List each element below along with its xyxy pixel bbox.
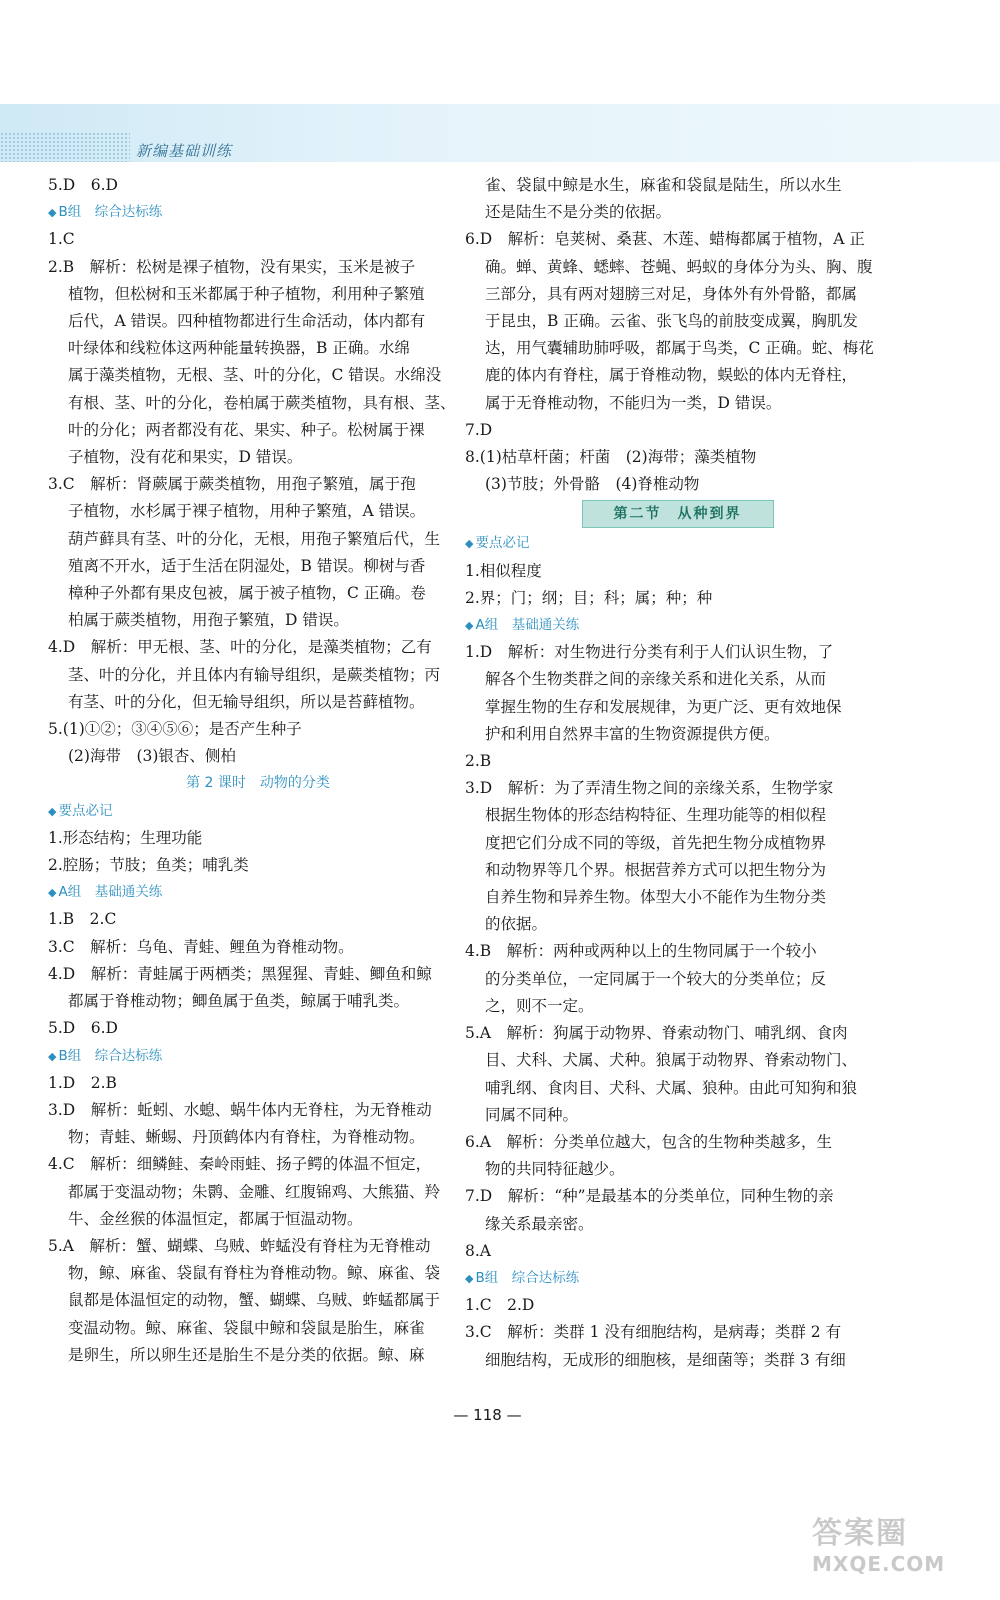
header-dot-pattern xyxy=(0,132,130,162)
answer-line: 根据生物体的形态结构特征、生理功能等的相似程 xyxy=(485,806,827,825)
answer-line: 后代，A 错误。四种植物都进行生命活动，体内都有 xyxy=(68,312,426,331)
answer-line: 解各个生物类群之间的亲缘关系和进化关系，从而 xyxy=(485,670,827,689)
answer-line: 5.D 6.D xyxy=(48,176,118,194)
answer-line: 都属于变温动物；朱鹮、金雕、红腹锦鸡、大熊猫、羚 xyxy=(68,1182,441,1201)
answer-line: 自养生物和异养生物。体型大小不能作为生物分类 xyxy=(485,888,827,907)
diamond-bullet-icon: ◆ xyxy=(465,619,474,633)
group-heading xyxy=(465,530,890,557)
answer-line: 目、犬科、犬属、犬种。狼属于动物界、脊索动物门、 xyxy=(485,1051,858,1070)
group-heading xyxy=(465,612,890,639)
answer-line: 2.腔肠；节肢；鱼类；哺乳类 xyxy=(48,856,249,875)
answer-line: 叶的分化；两者都没有花、果实、种子。松树属于裸 xyxy=(68,420,425,439)
answer-line: 物；青蛙、蜥蜴、丹顶鹤体内有脊柱，为脊椎动物。 xyxy=(68,1128,425,1147)
answer-line: 5.A 解析：狗属于动物界、脊索动物门、哺乳纲、食肉 xyxy=(465,1024,848,1043)
answer-line: 同属不同种。 xyxy=(485,1105,579,1124)
answer-line: 确。蝉、黄蜂、蟋蟀、苍蝇、蚂蚁的身体分为头、胸、腹 xyxy=(485,257,873,276)
diamond-bullet-icon: ◆ xyxy=(465,1271,474,1285)
group-heading-text: A组 基础通关练 xyxy=(475,617,580,634)
answer-line: 4.C 解析：细鳞鲑、秦岭雨蛙、扬子鳄的体温不恒定， xyxy=(48,1155,432,1174)
answer-line: 都属于脊椎动物；鲫鱼属于鱼类，鲸属于哺乳类。 xyxy=(68,992,410,1011)
answer-line: 是卵生，所以卵生还是胎生不是分类的依据。鲸、麻 xyxy=(68,1345,425,1364)
diamond-bullet-icon: ◆ xyxy=(48,804,57,818)
group-heading xyxy=(465,1265,890,1292)
answer-line: 达，用气囊辅助肺呼吸，都属于鸟类，C 正确。蛇、梅花 xyxy=(485,339,874,358)
answer-line: 1.C 2.D xyxy=(465,1296,535,1315)
right-column xyxy=(465,172,890,1374)
answer-line: 的分类单位，一定同属于一个较大的分类单位；反 xyxy=(485,969,827,988)
group-heading-text: A组 基础通关练 xyxy=(58,884,163,901)
answer-line: 1.C xyxy=(48,230,75,249)
answer-line: (3)节肢；外骨骼 (4)脊椎动物 xyxy=(485,475,700,494)
answer-line: 属于无脊椎动物，不能归为一类，D 错误。 xyxy=(485,393,782,412)
answer-line: 的依据。 xyxy=(485,915,548,934)
answer-line: 雀、袋鼠中鲸是水生，麻雀和袋鼠是陆生，所以水生 xyxy=(485,176,842,194)
answer-line: 6.A 解析：分类单位越大，包含的生物种类越多，生 xyxy=(465,1132,832,1151)
answer-line: 4.D 解析：青蛙属于两栖类；黑猩猩、青蛙、鲫鱼和鲸 xyxy=(48,964,432,983)
section-title-banner: 第二节 从种到界 xyxy=(582,500,774,528)
group-heading xyxy=(48,199,468,226)
answer-line: 鼠都是体温恒定的动物，蟹、蝴蝶、乌贼、蚱蜢都属于 xyxy=(68,1291,441,1310)
group-heading-text: B组 综合达标练 xyxy=(475,1269,580,1286)
answer-line: 7.D xyxy=(465,420,493,439)
diamond-bullet-icon: ◆ xyxy=(48,1049,57,1063)
answer-line: 有茎、叶的分化，但无输导组织，所以是苔藓植物。 xyxy=(68,692,425,711)
group-heading xyxy=(48,798,468,825)
answer-line: 物，鲸、麻雀、袋鼠有脊柱为脊椎动物。鲸、麻雀、袋 xyxy=(68,1264,441,1283)
answer-line: 6.D 解析：皂荚树、桑葚、木莲、蜡梅都属于植物，A 正 xyxy=(465,230,865,249)
answer-line: 度把它们分成不同的等级，首先把生物分成植物界 xyxy=(485,833,827,852)
answer-line: 缘关系最亲密。 xyxy=(485,1214,594,1233)
answer-line: 哺乳纲、食肉目、犬科、犬属、狼种。由此可知狗和狼 xyxy=(485,1078,858,1097)
answer-line: 属于藻类植物，无根、茎、叶的分化，C 错误。水绵没 xyxy=(68,366,442,385)
answer-line: 5.A 解析：蟹、蝴蝶、乌贼、蚱蜢没有脊柱为无脊椎动 xyxy=(48,1236,431,1255)
answer-line: 三部分，具有两对翅膀三对足，身体外有外骨骼，都属 xyxy=(485,284,858,303)
answer-line: 葫芦藓具有茎、叶的分化，无根，用孢子繁殖后代，生 xyxy=(68,529,441,548)
answer-line: 2.B xyxy=(465,752,492,771)
answer-line: 1.相似程度 xyxy=(465,561,542,580)
answer-line: (2)海带 (3)银杏、侧柏 xyxy=(68,747,236,766)
answer-line: 护和利用自然界丰富的生物资源提供方便。 xyxy=(485,724,780,743)
group-heading xyxy=(48,879,468,906)
diamond-bullet-icon: ◆ xyxy=(48,206,57,220)
answer-line: 8.A xyxy=(465,1241,491,1260)
answer-line: 物的共同特征越少。 xyxy=(485,1160,625,1179)
group-heading-text: B组 综合达标练 xyxy=(58,204,163,221)
answer-line: 和动物界等几个界。根据营养方式可以把生物分为 xyxy=(485,860,827,879)
answer-line: 子植物，水杉属于裸子植物，用种子繁殖，A 错误。 xyxy=(68,502,426,521)
answer-line: 子植物，没有花和果实，D 错误。 xyxy=(68,448,303,467)
answer-line: 樟种子外都有果皮包被，属于被子植物，C 正确。卷 xyxy=(68,584,426,603)
answer-line: 4.D 解析：甲无根、茎、叶的分化，是藻类植物；乙有 xyxy=(48,638,432,657)
answer-line: 3.C 解析：类群 1 没有细胞结构，是病毒；类群 2 有 xyxy=(465,1323,842,1342)
answer-line: 3.D 解析：蚯蚓、水螅、蜗牛体内无脊柱，为无脊椎动 xyxy=(48,1100,432,1119)
answer-line: 1.D 2.B xyxy=(48,1073,117,1092)
answer-line: 鹿的体内有脊柱，属于脊椎动物，蜈蚣的体内无脊柱， xyxy=(485,366,858,385)
answer-line: 掌握生物的生存和发展规律，为更广泛、更有效地保 xyxy=(485,697,842,716)
site-watermark xyxy=(812,1508,982,1592)
answer-line: 5.(1)①②；③④⑤⑥；是否产生种子 xyxy=(48,720,302,739)
answer-line: 于昆虫，B 正确。云雀、张飞鸟的前肢变成翼，胸肌发 xyxy=(485,312,858,331)
group-heading xyxy=(48,1043,468,1070)
group-heading-text: 要点必记 xyxy=(475,535,530,552)
answer-line: 柏属于蕨类植物，用孢子繁殖，D 错误。 xyxy=(68,611,349,630)
answer-line: 3.C 解析：乌龟、青蛙、鲤鱼为脊椎动物。 xyxy=(48,937,354,956)
page-number: — 118 — xyxy=(453,1406,522,1424)
group-heading-text: B组 综合达标练 xyxy=(58,1047,163,1064)
diamond-bullet-icon: ◆ xyxy=(48,886,57,900)
running-header-title: 新编基础训练 xyxy=(136,142,233,160)
answer-line: 植物，但松树和玉米都属于种子植物，利用种子繁殖 xyxy=(68,284,425,303)
answer-line: 1.形态结构；生理功能 xyxy=(48,828,203,847)
answer-line: 1.D 解析：对生物进行分类有利于人们认识生物，了 xyxy=(465,643,834,662)
answer-line: 2.界；门；纲；目；科；属；种；种 xyxy=(465,588,713,607)
answer-line: 还是陆生不是分类的依据。 xyxy=(485,203,672,222)
diamond-bullet-icon: ◆ xyxy=(465,537,474,551)
answer-line: 变温动物。鲸、麻雀、袋鼠中鲸和袋鼠是胎生，麻雀 xyxy=(68,1318,425,1337)
answer-line: 细胞结构，无成形的细胞核，是细菌等；类群 3 有细 xyxy=(485,1350,846,1369)
answer-line: 叶绿体和线粒体这两种能量转换器，B 正确。水绵 xyxy=(68,339,410,358)
lesson-title: 第 2 课时 动物的分类 xyxy=(186,775,330,792)
answer-line: 3.D 解析：为了弄清生物之间的亲缘关系，生物学家 xyxy=(465,779,834,798)
answer-line: 3.C 解析：肾蕨属于蕨类植物，用孢子繁殖，属于孢 xyxy=(48,475,416,494)
answer-line: 5.D 6.D xyxy=(48,1019,118,1038)
watermark-top: 答案圈 xyxy=(812,1516,908,1551)
answer-line: 7.D 解析：“种”是最基本的分类单位，同种生物的亲 xyxy=(465,1187,834,1206)
left-column xyxy=(48,172,468,1369)
answer-line: 2.B 解析：松树是裸子植物，没有果实，玉米是被子 xyxy=(48,257,416,276)
answer-line: 4.B 解析：两种或两种以上的生物同属于一个较小 xyxy=(465,942,817,961)
answer-line: 有根、茎、叶的分化，卷柏属于蕨类植物，具有根、茎、 xyxy=(68,393,456,412)
answer-line: 茎、叶的分化，并且体内有输导组织，是蕨类植物；丙 xyxy=(68,665,441,684)
answer-line: 之，则不一定。 xyxy=(485,996,594,1015)
answer-line: 殖离不开水，适于生活在阴湿处，B 错误。柳树与香 xyxy=(68,556,426,575)
answer-line: 1.B 2.C xyxy=(48,910,117,929)
group-heading-text: 要点必记 xyxy=(58,802,113,819)
watermark-bottom: MXQE.COM xyxy=(812,1552,946,1576)
answer-line: 牛、金丝猴的体温恒定，都属于恒温动物。 xyxy=(68,1209,363,1228)
answer-line: 8.(1)枯草杆菌；杆菌 (2)海带；藻类植物 xyxy=(465,448,757,467)
